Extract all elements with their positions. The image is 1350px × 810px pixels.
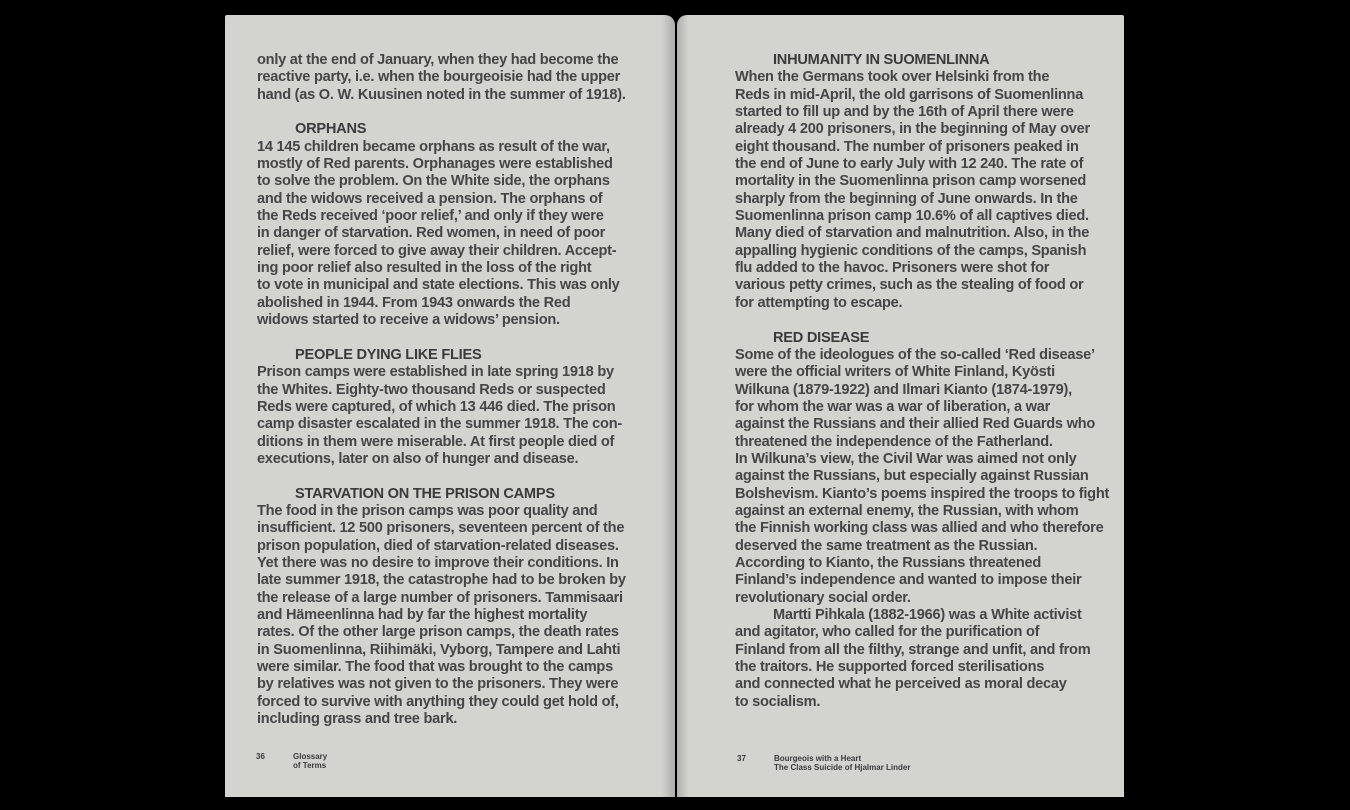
text-line: by relatives was not given to the prisoners. They were [257, 676, 619, 693]
text-line: the Finnish working class was allied and who therefore [735, 520, 1104, 537]
text-line: the Whites. Eighty-two thousand Reds or suspected [257, 381, 606, 398]
section-heading: STARVATION ON THE PRISON CAMPS [295, 485, 555, 502]
text-line: prison population, died of starvation-related diseases. [257, 537, 619, 554]
text-line: forced to survive with anything they could get hold of, [257, 693, 619, 710]
text-line: were similar. The food that was brought to the camps [257, 659, 613, 676]
text-line: against the Russians and their allied Red Guards who [735, 416, 1096, 433]
text-line: the traitors. He supported forced sterilisations [735, 659, 1045, 676]
right-page [677, 15, 1124, 797]
text-line: against an external enemy, the Russian, with whom [735, 502, 1079, 519]
text-line: Reds in mid-April, the old garrisons of Suomenlinna [735, 86, 1084, 103]
text-line: camp disaster escalated in the summer 1918. The con- [257, 416, 622, 433]
text-line: The food in the prison camps was poor quality and [257, 502, 598, 519]
text-line: rates. Of the other large prison camps, the death rates [257, 624, 619, 641]
text-line: and agitator, who called for the purification of [735, 624, 1040, 641]
left-page-gutter-shadow [661, 15, 675, 797]
text-line: started to fill up and by the 16th of April there were [735, 104, 1074, 121]
right-running-footer [774, 754, 911, 772]
text-line: Wilkuna (1879-1922) and Ilmari Kianto (1874-1979), [735, 381, 1072, 398]
text-line: for whom the war was a war of liberation, a war [735, 398, 1051, 415]
right-page-number: 37 [737, 754, 746, 763]
text-line: sharply from the beginning of June onwards. In the [735, 190, 1078, 207]
text-line: only at the end of January, when they had become the [257, 52, 619, 68]
text-line: executions, later on also of hunger and disease. [257, 450, 579, 467]
right-page-text [735, 52, 1109, 711]
text-line: threatened the independence of the Fatherland. [735, 433, 1053, 450]
text-line: already 4 200 prisoners, in the beginning of May over [735, 121, 1090, 138]
text-line: against the Russians, but especially against Russian [735, 468, 1089, 485]
text-line: abolished in 1944. From 1943 onwards the Red [257, 294, 571, 311]
text-line: the end of June to early July with 12 240. The rate of [735, 156, 1084, 173]
text-line: When the Germans took over Helsinki from the [735, 69, 1050, 86]
text-line: In Wilkuna’s view, the Civil War was aimed not only [735, 450, 1077, 467]
right-footer-line-2: The Class Suicide of Hjalmar Linder [774, 762, 911, 772]
left-page [225, 15, 675, 797]
text-line: including grass and tree bark. [257, 711, 458, 728]
text-line: in Suomenlinna, Riihimäki, Vyborg, Tampere and Lahti [257, 641, 621, 658]
text-line: mostly of Red parents. Orphanages were established [257, 156, 613, 173]
text-line: widows started to receive a widows’ pension. [257, 312, 560, 329]
section-heading: ORPHANS [295, 121, 367, 138]
left-footer-line-1: Glossary [293, 752, 328, 761]
text-line: mortality in the Suomenlinna prison camp worsened [735, 173, 1087, 190]
text-line: ing poor relief also resulted in the loss of the right [257, 260, 592, 277]
text-line: Martti Pihkala (1882-1966) was a White activist [773, 607, 1082, 623]
text-line: late summer 1918, the catastrophe had to be broken by [257, 572, 626, 589]
text-line: 14 145 children became orphans as result of the war, [257, 138, 610, 155]
text-line: and the widows received a pension. The orphans of [257, 190, 603, 207]
text-line: eight thousand. The number of prisoners peaked in [735, 138, 1079, 155]
text-line: Reds were captured, of which 13 446 died. The prison [257, 398, 616, 415]
text-line: According to Kianto, the Russians threatened [735, 554, 1042, 571]
paragraph-gap [257, 468, 626, 485]
text-line: and connected what he perceived as moral decay [735, 676, 1067, 693]
text-line: and Hämeenlinna had by far the highest mortality [257, 607, 588, 623]
text-line: the Reds received ‘poor relief,’ and only if they were [257, 208, 604, 225]
paragraph-gap [257, 330, 626, 347]
text-line: Bolshevism. Kianto’s poems inspired the troops to fight [735, 485, 1110, 502]
paragraph-gap [257, 104, 626, 121]
text-line: to solve the problem. On the White side, the orphans [257, 173, 610, 190]
text-line: Prison camps were established in late spring 1918 by [257, 364, 614, 381]
left-page-number: 36 [256, 752, 265, 761]
text-line: Suomenlinna prison camp 10.6% of all captives died. [735, 208, 1089, 225]
text-line: relief, were forced to give away their children. Accept- [257, 242, 617, 259]
text-line: to vote in municipal and state elections. This was only [257, 277, 620, 294]
section-heading: INHUMANITY IN SUOMENLINNA [773, 52, 990, 68]
text-line: hand (as O. W. Kuusinen noted in the summer of 1918). [257, 86, 626, 103]
text-line: revolutionary social order. [735, 589, 911, 606]
section-heading: PEOPLE DYING LIKE FLIES [295, 346, 482, 363]
text-line: Yet there was no desire to improve their conditions. In [257, 554, 619, 571]
section-heading: RED DISEASE [773, 329, 870, 346]
text-line: ditions in them were miserable. At first people died of [257, 433, 615, 450]
text-line: Finland from all the filthy, strange and unfit, and from [735, 641, 1091, 658]
text-line: Some of the ideologues of the so-called ‘Red disease’ [735, 346, 1095, 363]
left-page-text [257, 52, 626, 728]
text-line: appalling hygienic conditions of the camps, Spanish [735, 242, 1087, 259]
text-line: were the official writers of White Finland, Kyösti [735, 364, 1055, 381]
text-line: Finland’s independence and wanted to impose their [735, 572, 1082, 589]
text-line: various petty crimes, such as the stealing of food or [735, 277, 1084, 294]
text-line: the release of a large number of prisoners. Tammisaari [257, 589, 623, 606]
left-running-footer [293, 752, 328, 770]
text-line: in danger of starvation. Red women, in need of poor [257, 225, 606, 242]
text-line: insufficient. 12 500 prisoners, seventeen percent of the [257, 520, 625, 537]
text-line: Many died of starvation and malnutrition. Also, in the [735, 225, 1090, 242]
left-footer-line-2: of Terms [293, 760, 327, 770]
text-line: reactive party, i.e. when the bourgeoisie had the upper [257, 69, 621, 86]
text-line: for attempting to escape. [735, 294, 903, 311]
text-line: to socialism. [735, 693, 821, 710]
right-footer-line-1: Bourgeois with a Heart [774, 754, 862, 763]
text-line: flu added to the havoc. Prisoners were shot for [735, 260, 1050, 277]
text-line: deserved the same treatment as the Russian. [735, 537, 1038, 554]
paragraph-gap [735, 312, 1109, 329]
right-page-gutter-shadow [677, 15, 689, 797]
